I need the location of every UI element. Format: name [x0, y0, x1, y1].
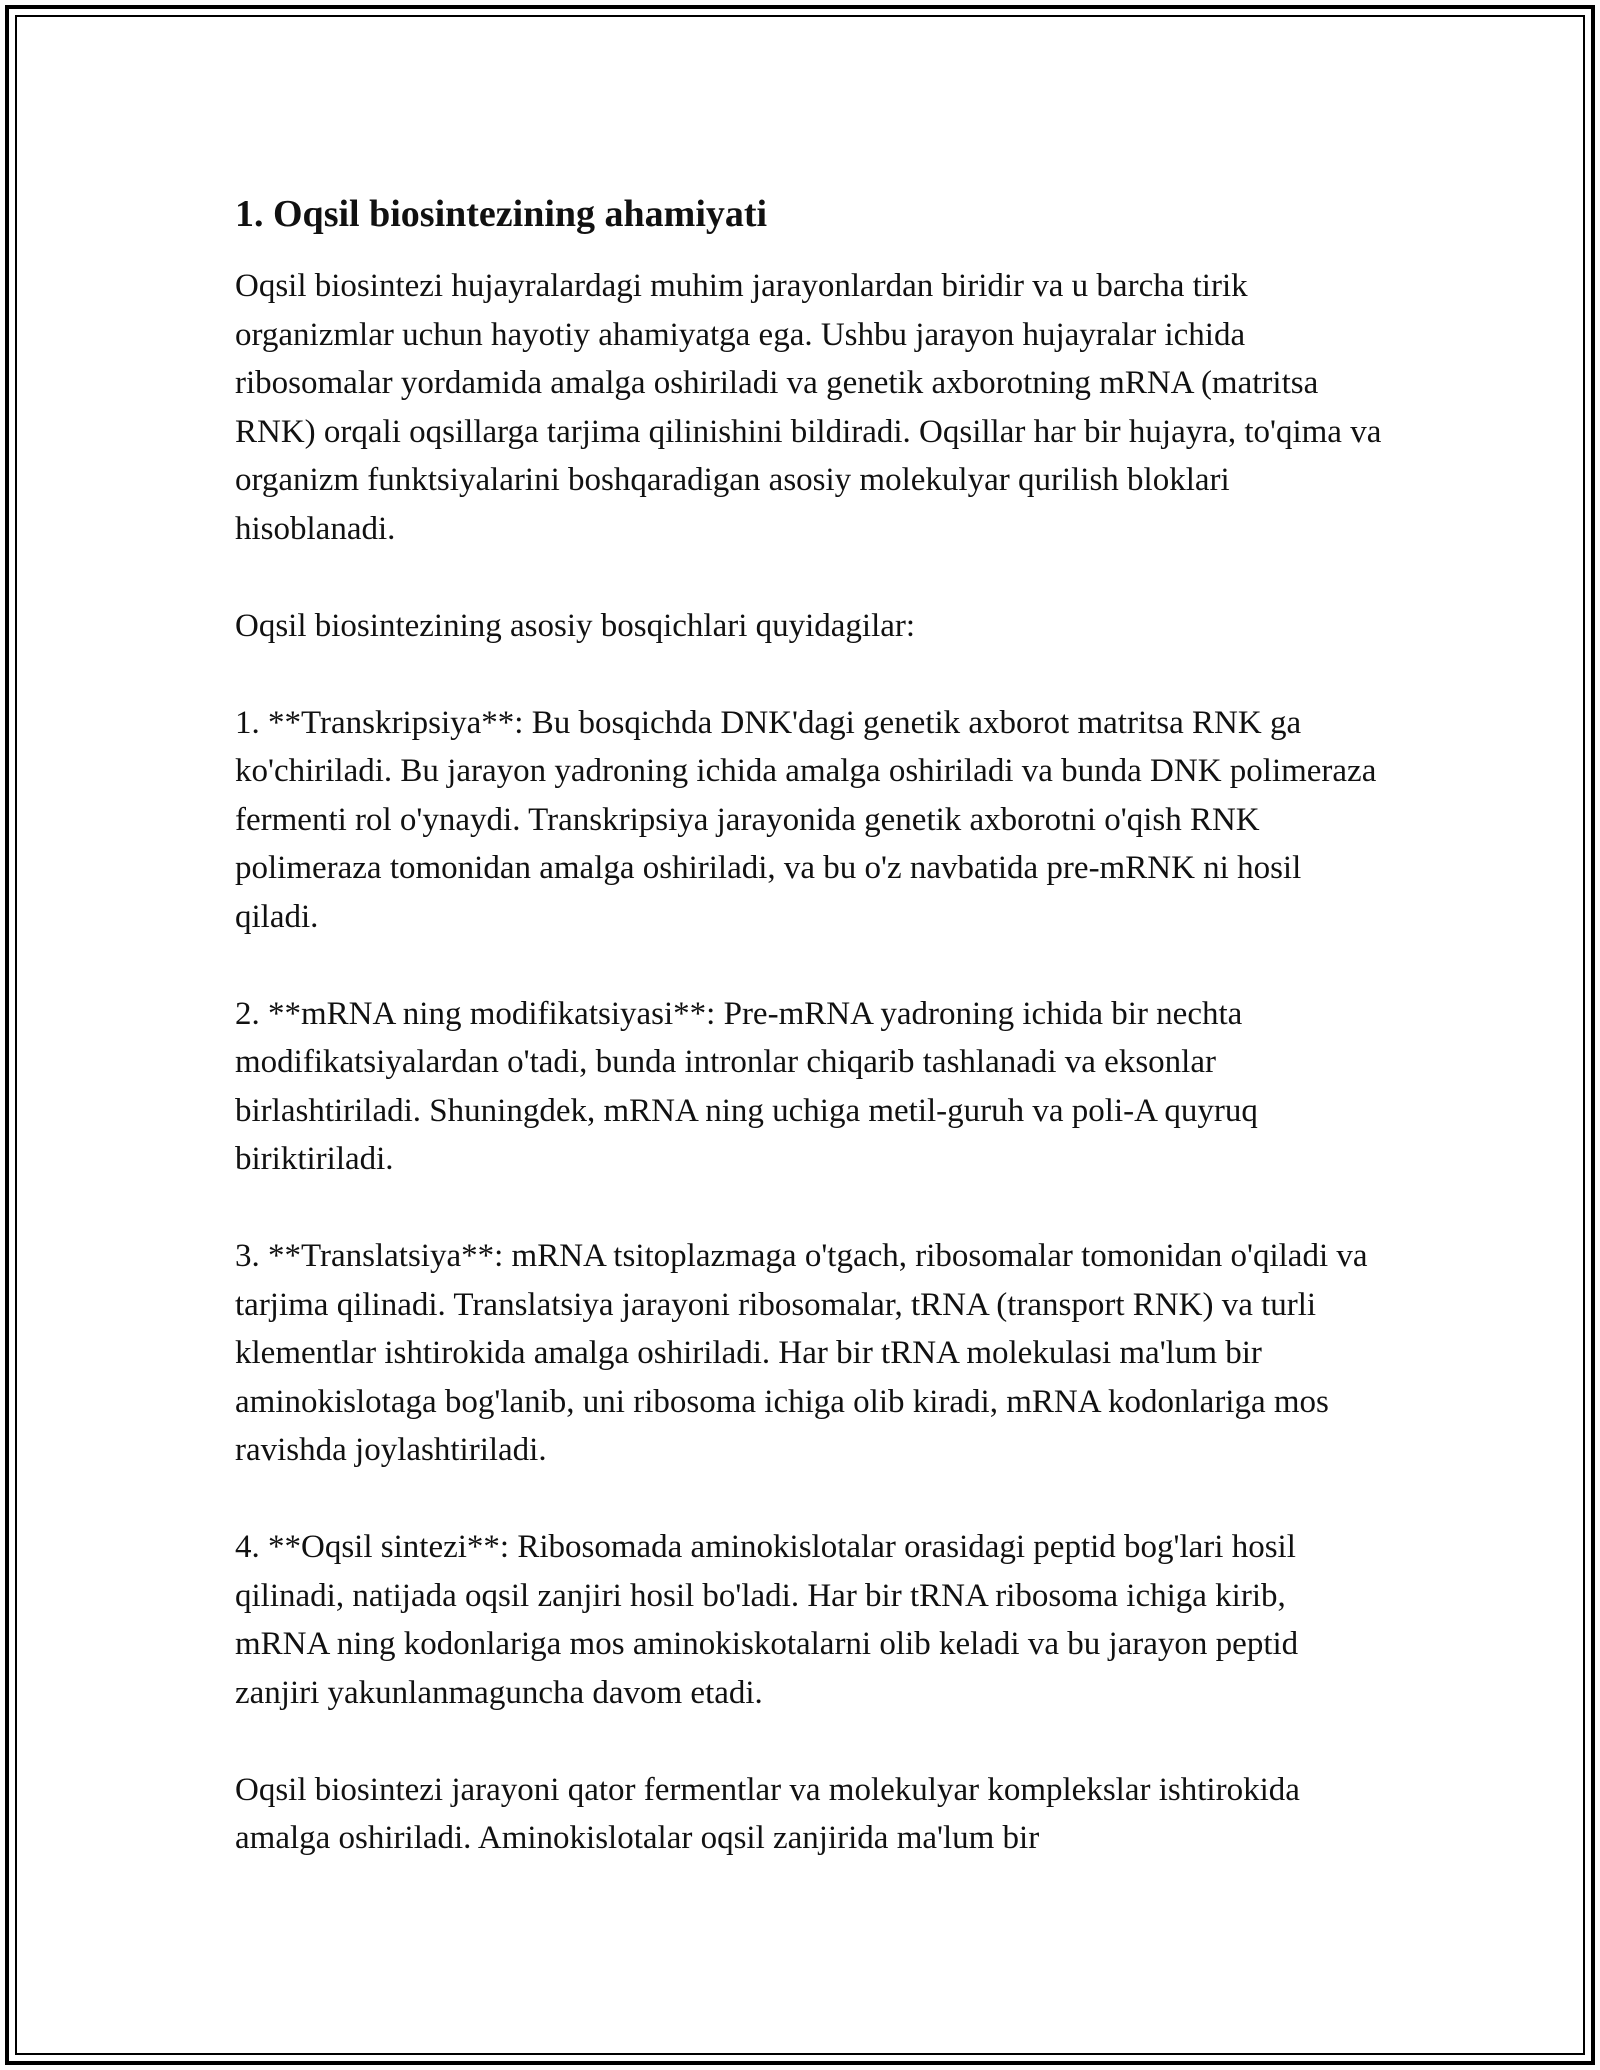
- document-body: [235, 186, 1385, 1911]
- paragraph-stages-lead: Oqsil biosintezining asosiy bosqichlari quyidagilar:: [235, 607, 916, 644]
- paragraph-step-translation: 3. **Translatsiya**: mRNA tsitoplazmaga o'tgach, ribosomalar tomonidan o'qiladi va tarjima qilinadi. Translatsiya jarayoni ribosomalar, tRNA (transport RNK) va turli klementlar ishtirokida amalga oshiriladi. Har bir tRNA molekulasi ma'lum bir aminokislotaga bog'lanib, uni ribosoma ichiga olib kiradi, mRNA kodonlariga mos ravishda joylashtiriladi.: [235, 1238, 1368, 1468]
- paragraph-conclusion: Oqsil biosintezi jarayoni qator fermentlar va molekulyar komplekslar ishtirokida amalga oshiriladi. Aminokislotalar oqsil zanjirida ma'lum bir: [235, 1771, 1300, 1856]
- paragraph-step-transcription: 1. **Transkripsiya**: Bu bosqichda DNK'dagi genetik axborot matritsa RNK ga ko'chiriladi. Bu jarayon yadroning ichida amalga oshiriladi va bunda DNK polimeraza fermenti rol o'ynaydi. Transkripsiya jarayonida genetik axborotni o'qish RNK polimeraza tomonidan amalga oshiriladi, va bu o'z navbatida pre-mRNK ni hosil qiladi.: [235, 704, 1377, 935]
- paragraph-step-protein-synthesis: 4. **Oqsil sintezi**: Ribosomada aminokislotalar orasidagi peptid bog'lari hosil qilinadi, natijada oqsil zanjiri hosil bo'ladi. Har bir tRNA ribosoma ichiga kirib, mRNA ning kodonlariga mos aminokiskotalarni olib keladi va bu jarayon peptid zanjiri yakunlanmaguncha davom etadi.: [235, 1529, 1299, 1711]
- section-heading: 1. Oqsil biosintezining ahamiyati: [235, 193, 768, 235]
- paragraph-intro: Oqsil biosintezi hujayralardagi muhim jarayonlardan biridir va u barcha tirik organizmlar uchun hayotiy ahamiyatga ega. Ushbu jarayon hujayralar ichida ribosomalar yordamida amalga oshiriladi va genetik axborotning mRNA (matritsa RNK) orqali oqsillarga tarjima qilinishini bildiradi. Oqsillar har bir hujayra, to'qima va organizm funktsiyalarini boshqaradigan asosiy molekulyar qurilish bloklari hisoblanadi.: [235, 268, 1382, 547]
- paragraph-step-mrna-modification: 2. **mRNA ning modifikatsiyasi**: Pre-mRNA yadroning ichida bir nechta modifikatsiyalardan o'tadi, bunda intronlar chiqarib tashlanadi va eksonlar birlashtiriladi. Shuningdek, mRNA ning uchiga metil-guruh va poli-A quyruq biriktiriladi.: [235, 995, 1258, 1177]
